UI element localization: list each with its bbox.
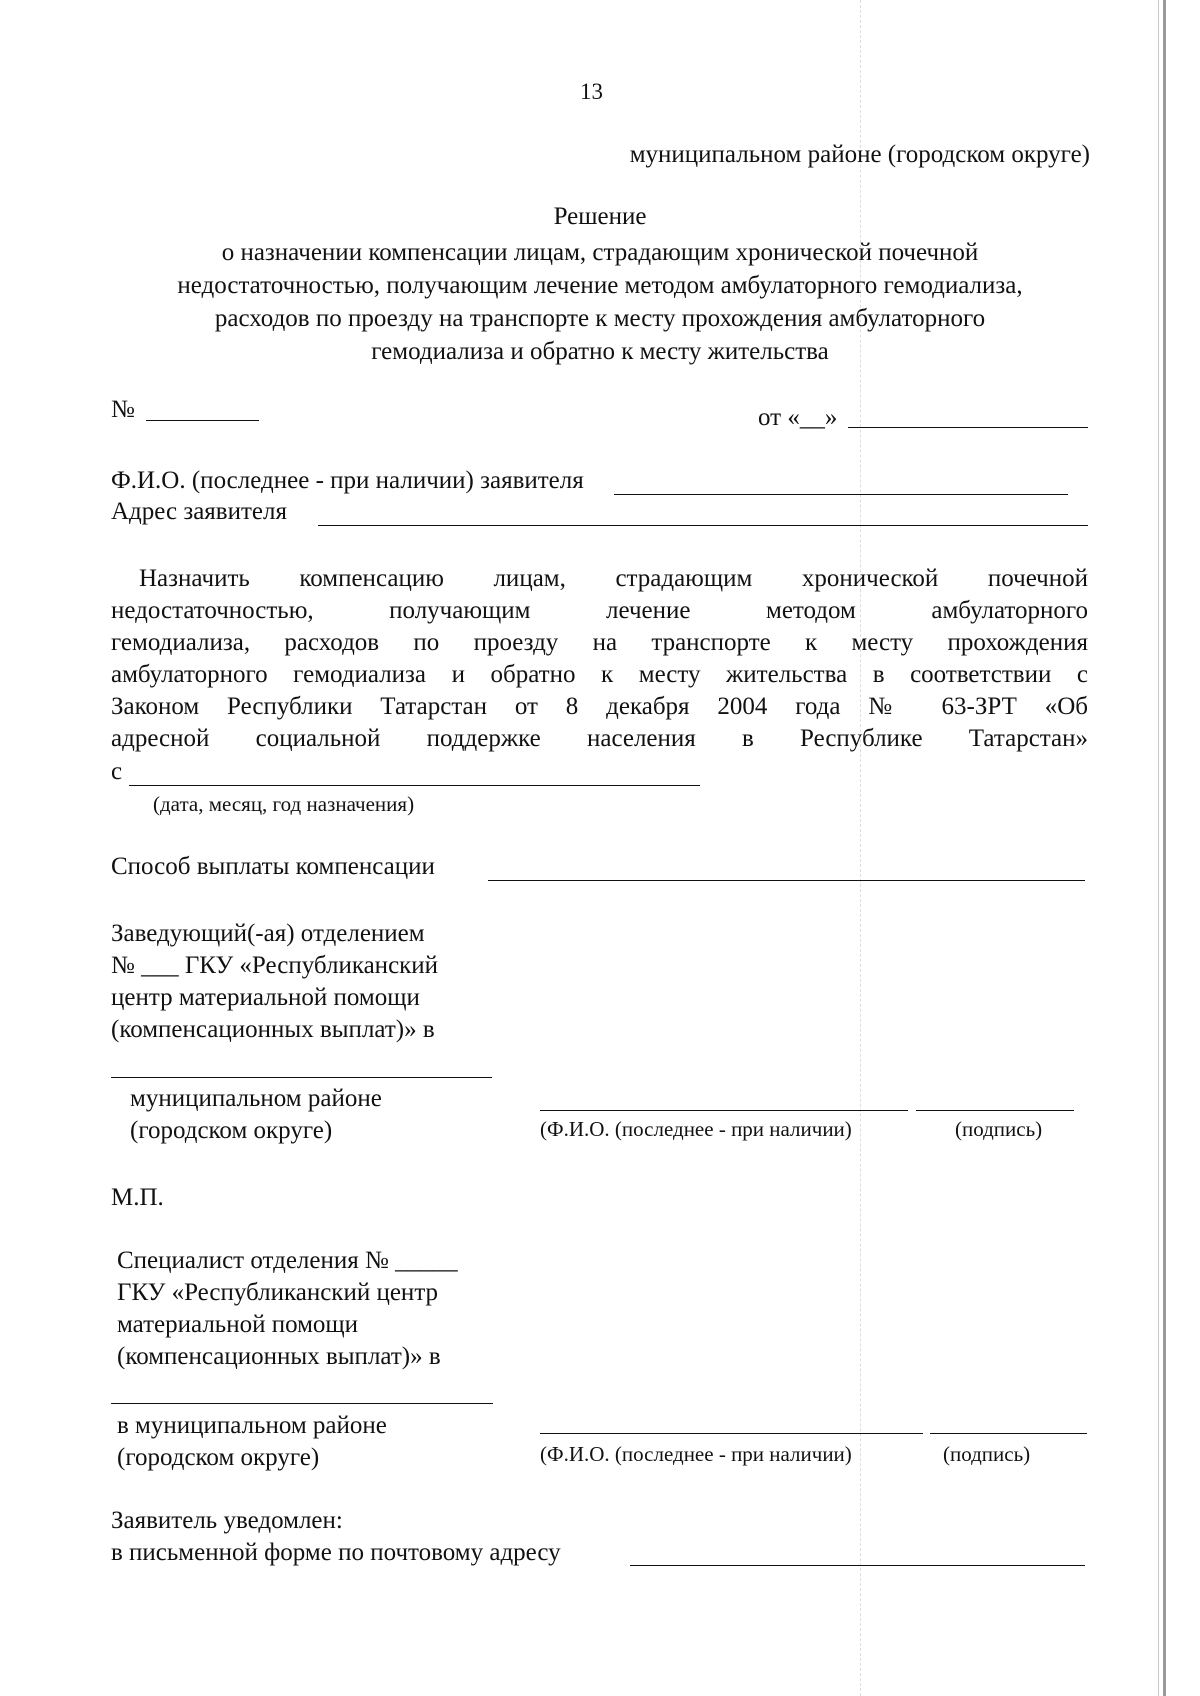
date-label: от «__» — [758, 404, 838, 431]
specialist-signatory-line: (компенсационных выплат)» в — [117, 1343, 441, 1370]
document-title: Решение — [553, 203, 647, 230]
applicant-name-label: Ф.И.О. (последнее - при наличии) заявителя — [111, 467, 584, 494]
start-date-field[interactable] — [129, 785, 700, 786]
head-signatory-line: центр материальной помощи — [111, 984, 420, 1011]
subtitle-line: гемодиализа и обратно к месту жительства — [371, 338, 829, 365]
decision-body — [111, 563, 1088, 755]
seal-label: М.П. — [111, 1184, 164, 1211]
date-hint: (дата, месяц, год назначения) — [153, 792, 415, 816]
notified-label: Заявитель уведомлен: — [111, 1507, 343, 1534]
specialist-signatory-line: материальной помощи — [117, 1311, 359, 1338]
district-line: (городском округе) — [130, 1117, 333, 1144]
head-signatory-title — [111, 918, 438, 1046]
payment-method-field[interactable] — [488, 880, 1085, 881]
date-field[interactable] — [848, 427, 1088, 428]
applicant-address-label: Адрес заявителя — [111, 498, 287, 525]
district-line: в муниципальном районе — [117, 1412, 387, 1439]
district-line: (городском округе) — [117, 1444, 320, 1471]
body-line: амбулаторного гемодиализа и обратно к месту жительства в соответствии с — [111, 661, 1088, 688]
specialist-signatory-line: ГКУ «Республиканский центр — [117, 1279, 439, 1306]
head-district-field[interactable] — [111, 1077, 492, 1078]
specialist-district — [117, 1410, 387, 1474]
payment-method-label: Способ выплаты компенсации — [111, 853, 435, 880]
specialist-signatory-title — [117, 1245, 458, 1373]
applicant-address-field[interactable] — [318, 525, 1088, 526]
head-signatory-line: Заведующий(-ая) отделением — [111, 920, 425, 947]
head-signatory-line: (компенсационных выплат)» в — [111, 1016, 435, 1043]
body-line: адресной социальной поддержке населения в Республике Татарстан» — [111, 725, 1088, 752]
specialist-signatory-line: Специалист отделения № _____ — [117, 1247, 458, 1274]
head-signature-field[interactable] — [916, 1110, 1074, 1111]
postal-address-field[interactable] — [630, 1565, 1085, 1566]
document-subtitle — [0, 236, 1200, 368]
district-line: муниципальном районе — [130, 1085, 382, 1112]
body-line: Назначить компенсацию лицам, страдающим хронической почечной — [139, 565, 1088, 592]
page-number: 13 — [580, 79, 603, 104]
body-line: Законом Республики Татарстан от 8 декабря 2004 года № 63-ЗРТ «Об — [111, 693, 1088, 720]
subtitle-line: недостаточностью, получающим лечение методом амбулаторного гемодиализа, — [177, 272, 1023, 299]
body-line: гемодиализа, расходов по проезду на транспорте к месту прохождения — [111, 629, 1088, 656]
specialist-name-hint: (Ф.И.О. (последнее - при наличии) — [540, 1442, 852, 1466]
specialist-sign-hint: (подпись) — [943, 1442, 1031, 1466]
head-district — [130, 1083, 382, 1147]
head-signatory-line: № ___ ГКУ «Республиканский — [111, 952, 439, 979]
from-label: с — [111, 758, 123, 785]
applicant-name-field[interactable] — [614, 494, 1068, 495]
head-name-field[interactable] — [540, 1110, 908, 1111]
header-right: муниципальном районе (городском округе) — [629, 141, 1090, 168]
subtitle-line: расходов по проезду на транспорте к месту прохождения амбулаторного — [214, 305, 986, 332]
body-line: недостаточностью, получающим лечение методом амбулаторного — [111, 597, 1088, 624]
subtitle-line: о назначении компенсации лицам, страдающим хронической почечной — [221, 239, 979, 266]
number-label: № — [111, 396, 135, 423]
specialist-name-field[interactable] — [540, 1433, 923, 1434]
specialist-district-field[interactable] — [111, 1403, 493, 1404]
head-name-hint: (Ф.И.О. (последнее - при наличии) — [540, 1117, 852, 1141]
notified-method-label: в письменной форме по почтовому адресу — [111, 1539, 561, 1566]
specialist-signature-field[interactable] — [930, 1433, 1087, 1434]
head-sign-hint: (подпись) — [955, 1117, 1043, 1141]
number-field[interactable] — [146, 420, 259, 421]
